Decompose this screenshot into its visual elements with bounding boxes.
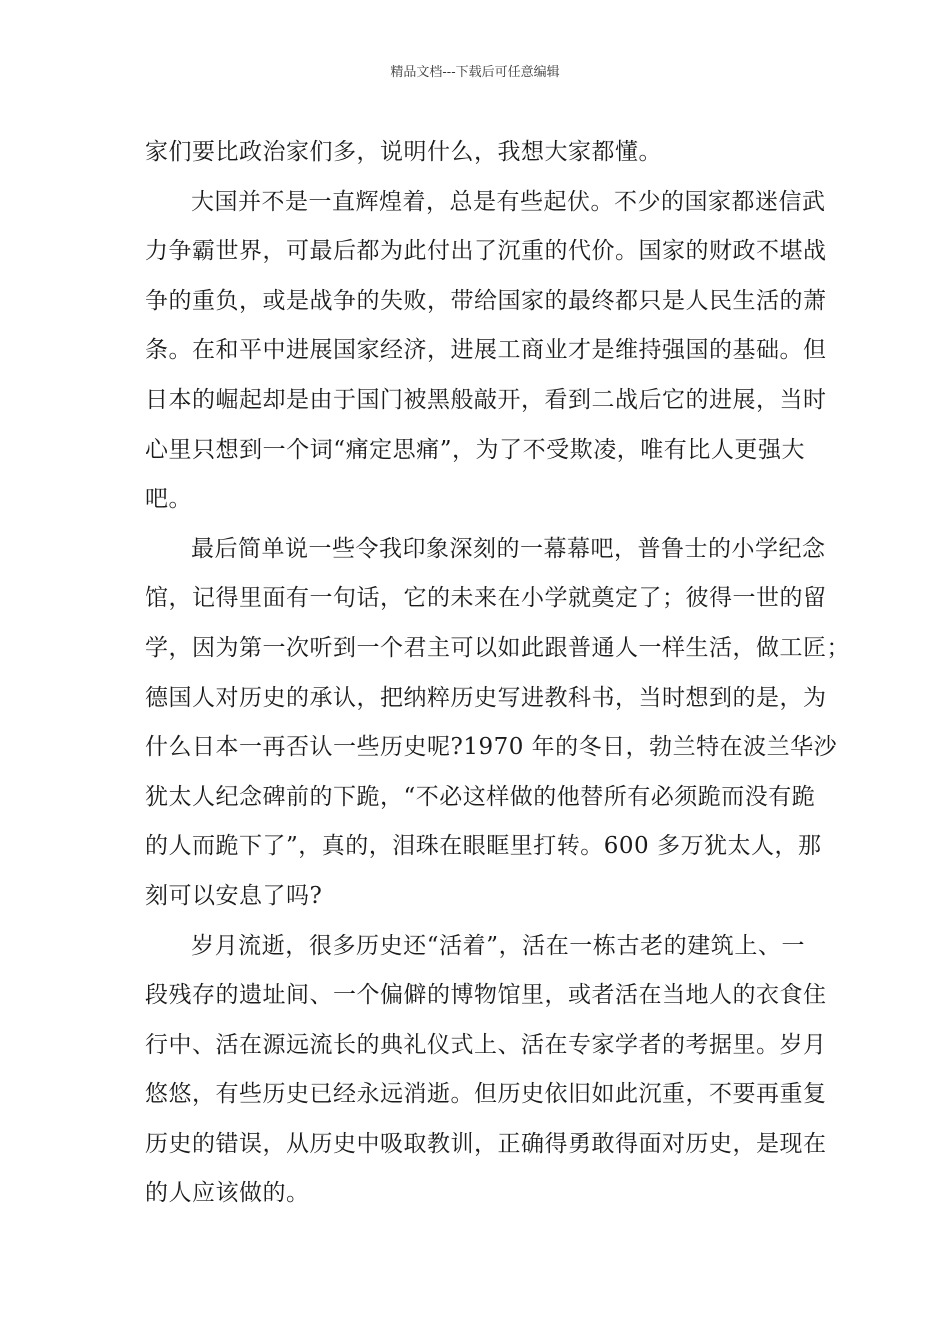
text-line: 争的重负，或是战争的失败，带给国家的最终都只是人民生活的萧: [145, 287, 827, 314]
text-line: 心里只想到一个词“痛定思痛”，为了不受欺凌，唯有比人更强大: [145, 436, 805, 463]
paragraph-2: [145, 178, 827, 525]
text-line: 历史的错误，从历史中吸取教训，正确得勇敢得面对历史，是现在: [145, 1130, 827, 1157]
text-line: 条。在和平中进展国家经济，进展工商业才是维持强国的基础。但: [145, 337, 827, 364]
page-header: 精品文档---下载后可任意编辑: [390, 65, 560, 80]
text-line: 的人而跪下了”，真的，泪珠在眼眶里打转。600 多万犹太人，那: [145, 833, 822, 860]
text-line: 的人应该做的。: [145, 1180, 310, 1207]
document-body: [145, 128, 850, 1219]
text-line: 岁月流逝，很多历史还“活着”，活在一栋古老的建筑上、一: [191, 932, 805, 959]
text-line: 吧。: [145, 486, 192, 513]
text-line: 家们要比政治家们多，说明什么，我想大家都懂。: [145, 139, 662, 165]
text-line: 馆，记得里面有一句话，它的未来在小学就奠定了；彼得一世的留: [145, 585, 827, 612]
text-line: 什么日本一再否认一些历史呢?1970 年的冬日，勃兰特在波兰华沙: [145, 734, 838, 761]
paragraph-4: [145, 922, 827, 1220]
text-line: 悠悠，有些历史已经永远消逝。但历史依旧如此沉重，不要再重复: [145, 1081, 827, 1108]
text-line: 行中、活在源远流长的典礼仪式上、活在专家学者的考据里。岁月: [145, 1031, 827, 1058]
text-line: 日本的崛起却是由于国门被黑般敲开，看到二战后它的进展，当时: [145, 386, 827, 413]
text-line: 力争霸世界，可最后都为此付出了沉重的代价。国家的财政不堪战: [145, 238, 827, 265]
text-line: 德国人对历史的承认，把纳粹历史写进教科书，当时想到的是，为: [145, 684, 827, 711]
text-line: 犹太人纪念碑前的下跪，“不必这样做的他替所有必须跪而没有跪: [145, 783, 816, 810]
text-line: 段残存的遗址间、一个偏僻的博物馆里，或者活在当地人的衣食住: [145, 982, 827, 1009]
paragraph-3: [145, 525, 850, 922]
text-line: 学，因为第一次听到一个君主可以如此跟普通人一样生活，做工匠；: [145, 634, 850, 661]
text-line: 大国并不是一直辉煌着，总是有些起伏。不少的国家都迷信武: [191, 188, 826, 215]
text-line: 最后简单说一些令我印象深刻的一幕幕吧，普鲁士的小学纪念: [191, 535, 826, 562]
paragraph-1: [145, 128, 805, 178]
text-line: 刻可以安息了吗?: [145, 882, 323, 909]
